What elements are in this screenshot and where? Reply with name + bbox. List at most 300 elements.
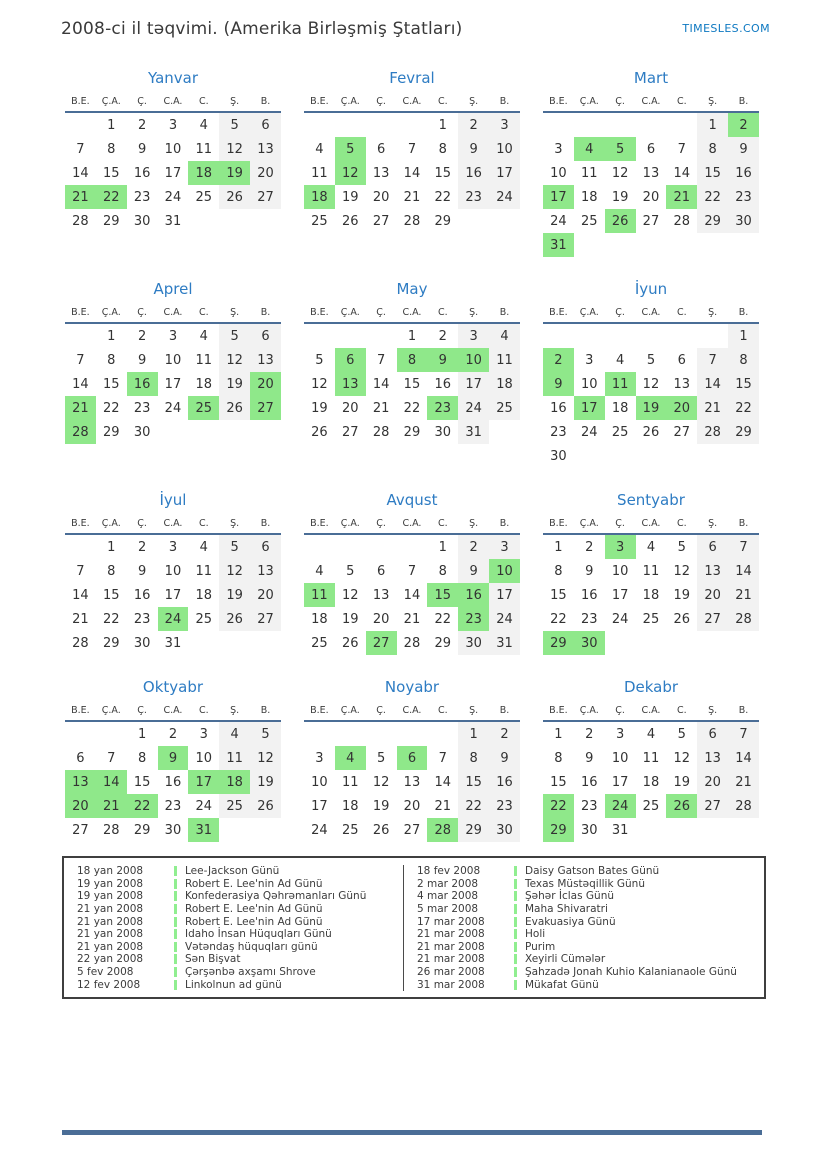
- day-header: Ç.: [137, 518, 147, 529]
- day-cell: 31: [489, 631, 520, 655]
- day-cell: 1: [438, 539, 447, 555]
- day-header: Ç.: [137, 307, 147, 318]
- legend-item: [64, 966, 403, 979]
- holiday-tick-icon: [174, 879, 177, 889]
- page-header: [61, 16, 770, 42]
- holiday-tick-icon: [514, 917, 517, 927]
- legend-item: [404, 903, 764, 916]
- day-cell: 22: [403, 400, 421, 416]
- legend-date: 21 yan 2008: [77, 928, 144, 941]
- legend-holiday-name: Sən Bişvat: [185, 953, 241, 966]
- day-cell: 17: [574, 396, 605, 420]
- day-cell: 28: [403, 635, 421, 651]
- day-header: C.A.: [641, 705, 661, 716]
- day-header: B.: [738, 705, 749, 716]
- month-5: [304, 279, 520, 468]
- day-cell: 12: [372, 774, 390, 790]
- day-cell: 13: [673, 376, 691, 392]
- day-cell: 24: [489, 185, 520, 209]
- day-cell: 29: [102, 213, 120, 229]
- day-cell: 1: [107, 117, 116, 133]
- day-header: B.: [260, 518, 271, 529]
- day-cell: 23: [550, 424, 567, 440]
- day-cell: 21: [403, 189, 421, 205]
- month-2: [304, 68, 520, 257]
- legend-date: 5 fev 2008: [77, 966, 134, 979]
- day-cell: [65, 534, 96, 559]
- day-header: C.A.: [402, 518, 422, 529]
- day-cell: 13: [65, 770, 96, 794]
- day-cell: 1: [728, 323, 759, 348]
- day-cell: 26: [341, 635, 359, 651]
- day-cell: 24: [580, 424, 598, 440]
- day-cell: 2: [438, 328, 447, 344]
- day-cell: [728, 818, 759, 842]
- day-cell: 15: [550, 587, 567, 603]
- day-cell: 15: [697, 161, 728, 185]
- day-cell: 26: [605, 209, 636, 233]
- month-title: Noyabr: [384, 678, 440, 696]
- day-cell: 16: [164, 774, 182, 790]
- day-cell: [65, 721, 96, 746]
- day-cell: 17: [164, 587, 182, 603]
- day-cell: 13: [250, 348, 281, 372]
- day-cell: [427, 721, 458, 746]
- day-cell: 11: [195, 352, 213, 368]
- day-cell: 17: [611, 774, 629, 790]
- day-cell: 12: [250, 746, 281, 770]
- day-cell: [636, 818, 667, 842]
- day-cell: [697, 233, 728, 257]
- day-header: C.: [198, 307, 209, 318]
- legend-holiday-name: Konfederasiya Qəhrəmanları Günü: [185, 890, 367, 903]
- day-cell: 18: [311, 611, 328, 627]
- day-cell: 10: [489, 559, 520, 583]
- legend-item: [404, 941, 764, 954]
- day-cell: [188, 420, 219, 444]
- day-cell: 28: [728, 794, 759, 818]
- day-cell: 7: [407, 563, 417, 579]
- day-cell: 10: [311, 774, 328, 790]
- day-cell: 23: [458, 607, 489, 631]
- holiday-tick-icon: [514, 891, 517, 901]
- day-cell: [636, 631, 667, 655]
- day-header: Ç.A.: [579, 518, 599, 529]
- day-cell: 7: [107, 750, 116, 766]
- day-cell: 15: [434, 165, 452, 181]
- day-cell: 3: [458, 323, 489, 348]
- day-cell: 17: [543, 185, 574, 209]
- day-cell: 22: [697, 185, 728, 209]
- month-8: [304, 490, 520, 655]
- day-cell: 10: [164, 563, 182, 579]
- day-cell: 18: [489, 372, 520, 396]
- legend-holiday-name: Evakuasiya Günü: [525, 915, 616, 928]
- day-cell: 7: [728, 534, 759, 559]
- month-title: Fevral: [389, 69, 435, 87]
- day-header: Ç.A.: [579, 96, 599, 107]
- day-header: Ş.: [230, 518, 240, 529]
- day-header: B.: [738, 518, 749, 529]
- month-title: Mart: [633, 69, 669, 87]
- day-header: Ş.: [708, 518, 718, 529]
- day-cell: 28: [427, 818, 458, 842]
- day-cell: 4: [199, 539, 208, 555]
- day-cell: [397, 721, 428, 746]
- day-cell: 15: [102, 587, 120, 603]
- day-cell: 20: [372, 189, 390, 205]
- day-cell: [728, 631, 759, 655]
- day-cell: 24: [195, 798, 213, 814]
- day-header: Ç.A.: [340, 307, 360, 318]
- day-cell: 3: [489, 534, 520, 559]
- legend-item: [404, 890, 764, 903]
- day-cell: [188, 631, 219, 655]
- day-cell: [697, 323, 728, 348]
- day-cell: 17: [188, 770, 219, 794]
- day-cell: 15: [550, 774, 567, 790]
- day-cell: 28: [673, 213, 691, 229]
- site-link[interactable]: TIMESLES.COM: [682, 22, 770, 35]
- day-cell: 18: [611, 400, 629, 416]
- day-cell: [666, 233, 697, 257]
- day-cell: 14: [697, 372, 728, 396]
- day-cell: 6: [335, 348, 366, 372]
- month-7: [65, 490, 281, 655]
- day-cell: [605, 112, 636, 137]
- day-cell: 21: [372, 400, 390, 416]
- day-cell: 23: [133, 189, 151, 205]
- day-cell: 5: [346, 563, 355, 579]
- day-cell: 19: [219, 161, 250, 185]
- day-cell: 5: [335, 137, 366, 161]
- day-cell: 19: [341, 611, 359, 627]
- day-cell: 5: [677, 726, 686, 742]
- legend-holiday-name: Texas Müstəqillik Günü: [525, 877, 645, 890]
- month-10: [65, 677, 281, 842]
- day-cell: 12: [341, 587, 359, 603]
- day-header: Ç.: [376, 705, 386, 716]
- day-cell: 27: [372, 213, 390, 229]
- day-cell: 16: [458, 161, 489, 185]
- month-11: [304, 677, 520, 842]
- day-header: C.A.: [641, 96, 661, 107]
- day-cell: 21: [65, 185, 96, 209]
- day-cell: 14: [673, 165, 691, 181]
- day-cell: [96, 721, 127, 746]
- day-cell: 19: [372, 798, 390, 814]
- day-cell: 23: [164, 798, 182, 814]
- day-cell: 31: [188, 818, 219, 842]
- day-cell: 14: [72, 587, 89, 603]
- day-cell: 1: [458, 721, 489, 746]
- day-cell: 3: [585, 352, 594, 368]
- day-cell: 19: [673, 774, 691, 790]
- day-cell: 29: [728, 420, 759, 444]
- day-cell: 27: [366, 631, 397, 655]
- day-cell: 4: [199, 117, 208, 133]
- day-cell: [366, 323, 397, 348]
- legend-item: [64, 903, 403, 916]
- day-cell: 16: [580, 587, 598, 603]
- day-cell: 8: [554, 563, 563, 579]
- day-cell: 26: [341, 213, 359, 229]
- day-cell: 22: [458, 794, 489, 818]
- day-cell: 9: [585, 750, 594, 766]
- day-header: Ç.: [615, 518, 625, 529]
- day-header: Ç.A.: [340, 705, 360, 716]
- day-cell: 11: [489, 348, 520, 372]
- day-cell: [219, 818, 250, 842]
- legend-item: [404, 928, 764, 941]
- day-cell: 20: [250, 583, 281, 607]
- day-header: C.: [676, 96, 687, 107]
- month-title: Dekabr: [623, 678, 679, 696]
- day-header: Ş.: [469, 307, 479, 318]
- day-cell: 11: [311, 165, 328, 181]
- day-cell: 3: [615, 726, 625, 742]
- legend-item: [404, 878, 764, 891]
- legend-item: [64, 878, 403, 891]
- day-header: B.: [738, 307, 749, 318]
- day-cell: 13: [250, 559, 281, 583]
- day-header: Ç.: [615, 307, 625, 318]
- day-cell: 6: [697, 534, 728, 559]
- month-title: İyun: [634, 280, 668, 298]
- day-cell: 21: [65, 396, 96, 420]
- day-cell: 8: [137, 750, 147, 766]
- day-cell: 1: [107, 328, 116, 344]
- day-cell: 15: [427, 583, 458, 607]
- day-cell: 25: [195, 611, 213, 627]
- legend-date: 21 mar 2008: [417, 928, 485, 941]
- day-header: Ç.: [137, 96, 147, 107]
- day-cell: [65, 112, 96, 137]
- legend-holiday-name: Xeyirli Cümələr: [525, 953, 606, 966]
- day-cell: [366, 534, 397, 559]
- day-cell: 5: [646, 352, 656, 368]
- day-cell: 30: [133, 635, 151, 651]
- day-cell: 9: [427, 348, 458, 372]
- day-cell: [605, 233, 636, 257]
- holiday-tick-icon: [514, 967, 517, 977]
- day-cell: [458, 209, 489, 233]
- day-cell: 25: [341, 822, 359, 838]
- day-cell: 30: [133, 213, 151, 229]
- legend-item: [404, 978, 764, 991]
- day-cell: 22: [550, 611, 567, 627]
- day-cell: 19: [611, 189, 629, 205]
- day-cell: [697, 818, 728, 842]
- day-cell: [605, 631, 636, 655]
- day-cell: 26: [666, 794, 697, 818]
- day-cell: 27: [673, 424, 691, 440]
- holiday-tick-icon: [174, 904, 177, 914]
- day-cell: 9: [458, 559, 489, 583]
- day-cell: 22: [543, 794, 574, 818]
- day-cell: 7: [728, 721, 759, 746]
- day-header: Ç.A.: [101, 518, 121, 529]
- day-header: Ç.A.: [579, 307, 599, 318]
- day-cell: 10: [489, 137, 520, 161]
- day-cell: 12: [673, 563, 691, 579]
- day-cell: 13: [372, 165, 390, 181]
- legend-item: [404, 865, 764, 878]
- day-cell: 10: [580, 376, 598, 392]
- holiday-tick-icon: [174, 967, 177, 977]
- day-cell: 26: [642, 424, 660, 440]
- day-cell: 18: [188, 161, 219, 185]
- month-1: [65, 68, 281, 257]
- day-header: C.A.: [402, 307, 422, 318]
- day-cell: 22: [127, 794, 158, 818]
- day-cell: 22: [96, 185, 127, 209]
- day-cell: 14: [72, 165, 89, 181]
- day-cell: 12: [311, 376, 328, 392]
- holiday-tick-icon: [174, 942, 177, 952]
- day-cell: 5: [219, 323, 250, 348]
- day-cell: [666, 444, 697, 468]
- day-cell: [728, 444, 759, 468]
- day-header: C.: [198, 96, 209, 107]
- day-header: Ç.A.: [101, 307, 121, 318]
- day-cell: 3: [554, 141, 563, 157]
- legend-holiday-name: Robert E. Lee'nin Ad Günü: [185, 877, 323, 890]
- day-cell: 3: [605, 534, 636, 559]
- day-cell: 14: [403, 165, 421, 181]
- day-cell: 23: [489, 794, 520, 818]
- day-header: C.A.: [163, 96, 183, 107]
- month-3: [543, 68, 759, 257]
- day-cell: 22: [434, 189, 452, 205]
- day-cell: 28: [72, 213, 89, 229]
- day-cell: 31: [458, 420, 489, 444]
- day-cell: 29: [543, 631, 574, 655]
- day-cell: 6: [697, 721, 728, 746]
- day-cell: 3: [315, 750, 324, 766]
- day-header: Ş.: [230, 705, 240, 716]
- day-cell: 29: [434, 635, 452, 651]
- day-cell: 16: [127, 372, 158, 396]
- day-cell: 20: [341, 400, 359, 416]
- day-cell: [397, 534, 428, 559]
- day-cell: [65, 323, 96, 348]
- day-cell: 3: [489, 112, 520, 137]
- legend-holiday-name: Şəhər İclas Günü: [525, 890, 615, 903]
- day-cell: 20: [250, 372, 281, 396]
- day-cell: 12: [642, 376, 660, 392]
- day-cell: [335, 323, 366, 348]
- legend-date: 17 mar 2008: [417, 915, 485, 928]
- day-cell: 14: [372, 376, 390, 392]
- legend-date: 21 mar 2008: [417, 940, 485, 953]
- day-cell: 20: [250, 161, 281, 185]
- day-header: B.: [260, 705, 271, 716]
- day-header: B.: [499, 307, 510, 318]
- day-header: B.E.: [310, 705, 329, 716]
- day-cell: 13: [372, 587, 390, 603]
- legend-item: [64, 953, 403, 966]
- day-header: Ç.: [376, 96, 386, 107]
- legend-date: 21 yan 2008: [77, 940, 144, 953]
- day-cell: [335, 534, 366, 559]
- day-cell: 30: [728, 209, 759, 233]
- day-cell: 8: [438, 141, 447, 157]
- day-cell: 6: [677, 352, 686, 368]
- day-cell: 13: [697, 559, 728, 583]
- day-cell: 26: [673, 611, 691, 627]
- day-cell: [304, 323, 335, 348]
- day-header: B.E.: [71, 518, 90, 529]
- day-cell: [158, 420, 189, 444]
- legend-date: 4 mar 2008: [417, 890, 479, 903]
- day-cell: 11: [195, 141, 213, 157]
- day-cell: 26: [219, 185, 250, 209]
- day-header: B.E.: [310, 307, 329, 318]
- day-cell: [335, 112, 366, 137]
- day-header: Ç.A.: [101, 96, 121, 107]
- month-title: İyul: [159, 491, 187, 509]
- day-cell: 25: [311, 635, 328, 651]
- day-header: Ç.: [376, 518, 386, 529]
- day-header: C.: [437, 705, 448, 716]
- day-header: Ş.: [708, 96, 718, 107]
- day-cell: 30: [489, 818, 520, 842]
- day-header: C.: [676, 307, 687, 318]
- holiday-tick-icon: [514, 866, 517, 876]
- day-header: C.: [437, 96, 448, 107]
- day-cell: 20: [372, 611, 390, 627]
- day-cell: 26: [311, 424, 328, 440]
- day-header: B.E.: [549, 96, 568, 107]
- day-cell: 24: [164, 189, 182, 205]
- day-header: Ş.: [230, 96, 240, 107]
- month-title: Sentyabr: [617, 491, 685, 509]
- legend-date: 5 mar 2008: [417, 903, 479, 916]
- day-cell: 2: [543, 348, 574, 372]
- day-cell: 1: [438, 117, 447, 133]
- day-cell: 8: [397, 348, 428, 372]
- day-cell: 27: [403, 822, 421, 838]
- day-cell: [188, 209, 219, 233]
- day-header: Ş.: [469, 705, 479, 716]
- day-cell: 11: [304, 583, 335, 607]
- day-header: C.A.: [402, 705, 422, 716]
- day-cell: 25: [642, 611, 660, 627]
- day-cell: [636, 323, 667, 348]
- day-cell: 8: [728, 348, 759, 372]
- day-cell: [666, 323, 697, 348]
- day-cell: 29: [133, 822, 151, 838]
- holiday-tick-icon: [174, 917, 177, 927]
- day-cell: [250, 631, 281, 655]
- day-cell: 21: [666, 185, 697, 209]
- legend-holiday-name: Robert E. Lee'nin Ad Günü: [185, 915, 323, 928]
- day-cell: 8: [107, 563, 116, 579]
- day-cell: 14: [434, 774, 452, 790]
- legend-holiday-name: Holi: [525, 928, 546, 941]
- day-cell: 17: [164, 165, 182, 181]
- legend-holiday-name: Robert E. Lee'nin Ad Günü: [185, 903, 323, 916]
- day-cell: [574, 323, 605, 348]
- day-cell: 24: [605, 794, 636, 818]
- day-cell: 6: [376, 563, 386, 579]
- legend-item: [404, 953, 764, 966]
- day-cell: 31: [164, 635, 182, 651]
- day-cell: 1: [554, 726, 563, 742]
- day-cell: 8: [107, 352, 116, 368]
- day-cell: 29: [434, 213, 452, 229]
